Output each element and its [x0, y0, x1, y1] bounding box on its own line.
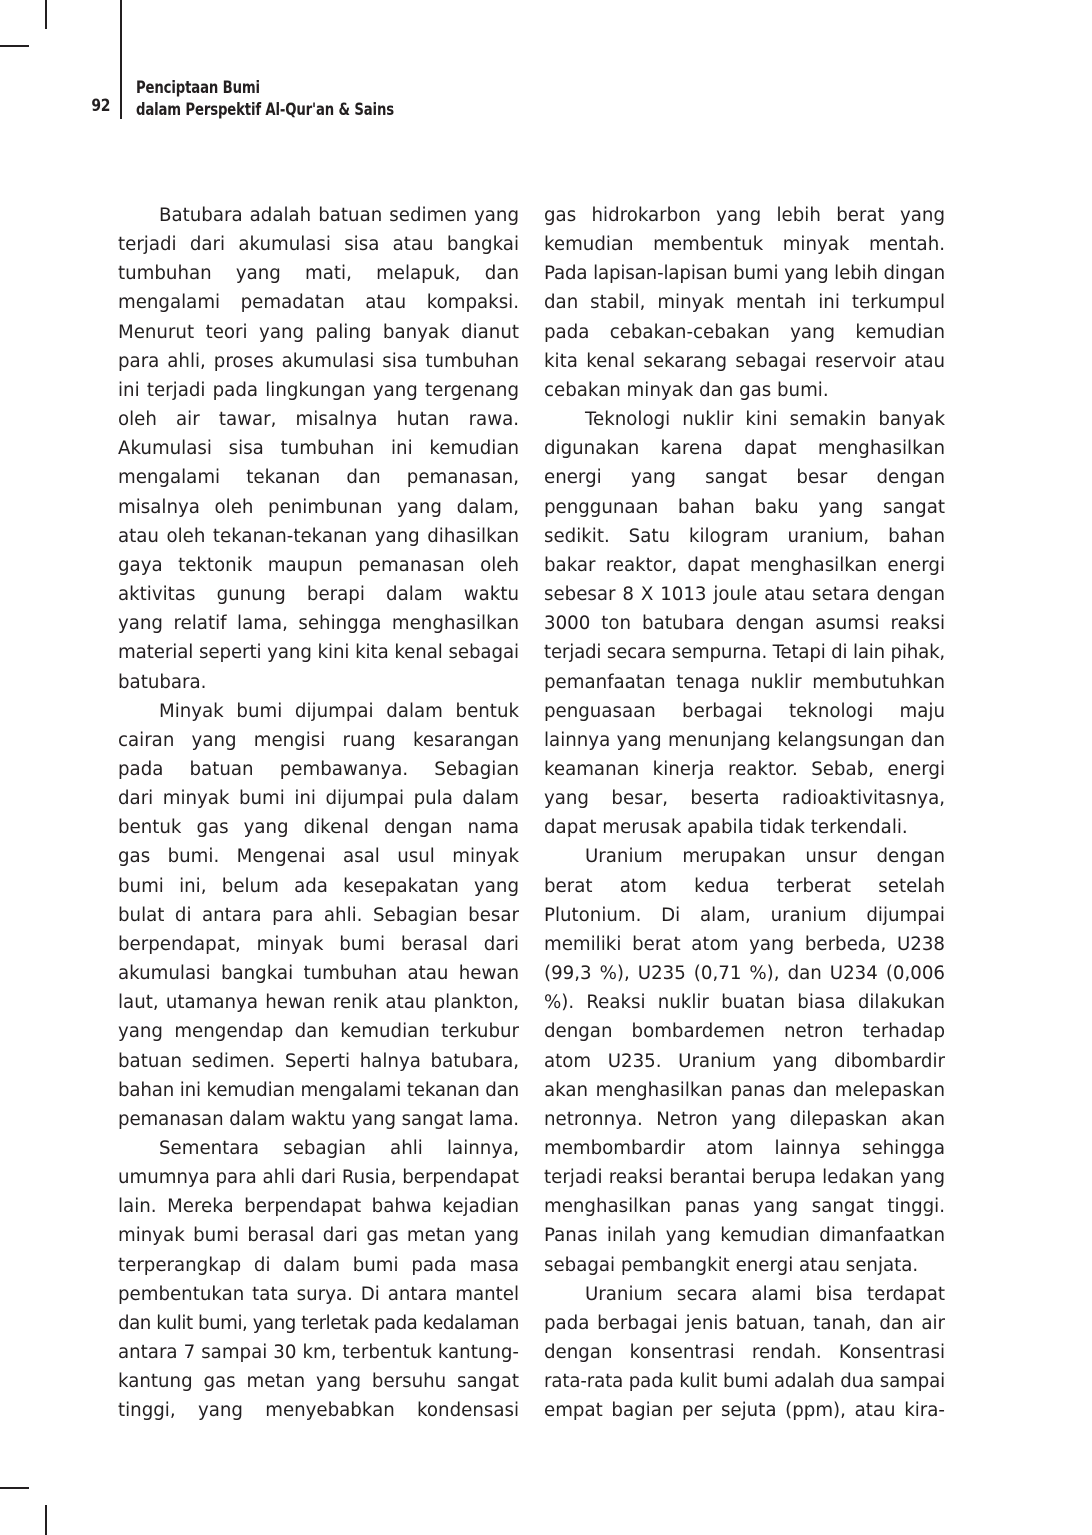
text-line: gas hidrokarbon yang lebih berat yang: [544, 205, 945, 226]
text-line: aktivitas gunung berapi dalam waktu: [118, 584, 519, 606]
page-number: 92: [91, 96, 110, 116]
text-line: sebesar 8 X 1013 joule atau setara dengan: [544, 584, 945, 606]
text-line: digunakan karena dapat menghasilkan: [544, 438, 945, 460]
text-line: terjadi reaksi berantai berupa ledakan yang: [544, 1167, 945, 1189]
text-line: pada cebakan-cebakan yang kemudian: [544, 321, 945, 343]
text-line: rata-rata pada kulit bumi adalah dua sampai: [544, 1371, 945, 1393]
text-line: gas bumi. Mengenai asal usul minyak: [118, 846, 519, 868]
text-line: umumnya para ahli dari Rusia, berpendapat: [118, 1167, 519, 1189]
text-line: Uranium secara alami bisa terdapat: [585, 1283, 945, 1305]
text-line: Akumulasi sisa tumbuhan ini kemudian: [118, 438, 519, 460]
text-line: bulat di antara para ahli. Sebagian besar: [118, 904, 519, 926]
text-line: Menurut teori yang paling banyak dianut: [118, 321, 519, 343]
text-line: para ahli, proses akumulasi sisa tumbuhan: [118, 350, 519, 372]
text-line: pemanasan dalam waktu yang sangat lama.: [118, 1108, 519, 1130]
text-line: dengan bombardemen netron terhadap: [544, 1021, 945, 1043]
text-line: keamanan kinerja reaktor. Sebab, energi: [544, 758, 945, 780]
text-line: misalnya oleh penimbunan yang dalam,: [118, 496, 519, 518]
text-line: empat bagian per sejuta (ppm), atau kira-: [544, 1400, 945, 1422]
text-line: akan menghasilkan panas dan melepaskan: [544, 1079, 945, 1101]
text-line: material seperti yang kini kita kenal sebagai: [118, 642, 519, 664]
text-line: yang relatif lama, sehingga menghasilkan: [118, 613, 519, 635]
text-line: Teknologi nuklir kini semakin banyak: [585, 409, 945, 431]
text-line: terperangkap di dalam bumi pada masa: [118, 1254, 519, 1276]
text-line: dan kulit bumi, yang terletak pada kedalaman: [118, 1312, 519, 1334]
text-line: laut, utamanya hewan renik atau plankton,: [118, 992, 519, 1014]
text-line: Pada lapisan-lapisan bumi yang lebih dingan: [544, 263, 945, 285]
crop-mark-top-vertical: [45, 0, 47, 29]
text-line: berat atom kedua terberat setelah: [544, 875, 945, 897]
text-line: Uranium merupakan unsur dengan: [585, 846, 945, 868]
text-line: lainnya yang menunjang kelangsungan dan: [544, 729, 945, 751]
text-line: cebakan minyak dan gas bumi.: [544, 379, 829, 401]
running-header-line-1: Penciptaan Bumi: [136, 78, 260, 98]
text-line: minyak bumi berasal dari gas metan yang: [118, 1225, 519, 1247]
text-line: atom U235. Uranium yang dibombardir: [544, 1050, 945, 1072]
crop-mark-bottom-horizontal: [0, 1487, 29, 1489]
text-line: menghasilkan panas yang sangat tinggi.: [544, 1196, 945, 1218]
text-line: kita kenal sekarang sebagai reservoir atau: [544, 350, 945, 372]
text-line: Batubara adalah batuan sedimen yang: [159, 205, 519, 226]
text-line: netronnya. Netron yang dilepaskan akan: [544, 1108, 945, 1130]
text-line: bahan ini kemudian mengalami tekanan dan: [118, 1079, 519, 1101]
text-line: yang mengendap dan kemudian terkubur: [118, 1021, 519, 1043]
text-line: batuan sedimen. Seperti halnya batubara,: [118, 1050, 519, 1072]
text-line: %). Reaksi nuklir buatan biasa dilakukan: [544, 992, 945, 1014]
text-line: dari minyak bumi ini dijumpai pula dalam: [118, 788, 519, 810]
text-line: memiliki berat atom yang berbeda, U238: [544, 933, 945, 955]
text-line: energi yang sangat besar dengan: [544, 467, 945, 489]
text-line: atau oleh tekanan-tekanan yang dihasilkan: [118, 525, 519, 547]
text-line: 3000 ton batubara dengan asumsi reaksi: [544, 613, 945, 635]
text-line: pada batuan pembawanya. Sebagian: [118, 758, 519, 780]
text-line: pemanfaatan tenaga nuklir membutuhkan: [544, 671, 945, 693]
text-line: bumi ini, belum ada kesepakatan yang: [118, 875, 519, 897]
crop-mark-top-horizontal: [0, 45, 29, 47]
text-line: tumbuhan yang mati, melapuk, dan: [118, 263, 519, 285]
text-line: tinggi, yang menyebabkan kondensasi: [118, 1400, 519, 1422]
text-line: Minyak bumi dijumpai dalam bentuk: [159, 700, 519, 722]
text-line: antara 7 sampai 30 km, terbentuk kantung-: [118, 1342, 519, 1364]
text-line: pada berbagai jenis batuan, tanah, dan air: [544, 1312, 945, 1334]
text-line: dengan konsentrasi rendah. Konsentrasi: [544, 1342, 945, 1364]
crop-mark-bottom-vertical: [45, 1505, 47, 1535]
text-line: mengalami tekanan dan pemanasan,: [118, 467, 519, 489]
text-line: sebagai pembangkit energi atau senjata.: [544, 1254, 919, 1276]
running-header: [136, 77, 394, 121]
text-line: kemudian membentuk minyak mentah.: [544, 234, 945, 256]
text-line: penggunaan bahan baku yang sangat: [544, 496, 945, 518]
text-line: penguasaan berbagai teknologi maju: [544, 700, 945, 722]
text-line: bentuk gas yang dikenal dengan nama: [118, 817, 519, 839]
text-line: dapat merusak apabila tidak terkendali.: [544, 817, 908, 839]
header-divider-rule: [120, 0, 122, 119]
text-line: terjadi secara sempurna. Tetapi di lain pihak,: [544, 642, 945, 664]
text-line: kantung gas metan yang bersuhu sangat: [118, 1371, 519, 1393]
text-line: terjadi dari akumulasi sisa atau bangkai: [118, 234, 519, 256]
text-line: (99,3 %), U235 (0,71 %), dan U234 (0,006: [544, 963, 945, 985]
text-line: Panas inilah yang kemudian dimanfaatkan: [544, 1225, 945, 1247]
text-line: Sementara sebagian ahli lainnya,: [159, 1138, 519, 1159]
text-line: batubara.: [118, 671, 207, 693]
text-line: lain. Mereka berpendapat bahwa kejadian: [118, 1196, 519, 1218]
text-line: yang besar, beserta radioaktivitasnya,: [544, 788, 945, 810]
text-line: gaya tektonik maupun pemanasan oleh: [118, 554, 519, 576]
text-line: membombardir atom lainnya sehingga: [544, 1138, 945, 1159]
running-header-line-2: dalam Perspektif Al-Qur'an & Sains: [136, 100, 394, 120]
right-text-column: [544, 201, 945, 1426]
text-line: ini terjadi pada lingkungan yang tergenang: [118, 379, 519, 401]
text-line: sedikit. Satu kilogram uranium, bahan: [544, 525, 945, 547]
text-line: bakar reaktor, dapat menghasilkan energi: [544, 554, 945, 576]
text-line: cairan yang mengisi ruang kesarangan: [118, 729, 519, 751]
text-line: mengalami pemadatan atau kompaksi.: [118, 292, 519, 314]
text-line: dan stabil, minyak mentah ini terkumpul: [544, 292, 945, 314]
text-line: akumulasi bangkai tumbuhan atau hewan: [118, 963, 519, 985]
text-line: oleh air tawar, misalnya hutan rawa.: [118, 409, 519, 431]
text-line: pembentukan tata surya. Di antara mantel: [118, 1283, 519, 1305]
text-line: berpendapat, minyak bumi berasal dari: [118, 933, 519, 955]
left-text-column: [118, 201, 519, 1426]
text-line: Plutonium. Di alam, uranium dijumpai: [544, 904, 945, 926]
